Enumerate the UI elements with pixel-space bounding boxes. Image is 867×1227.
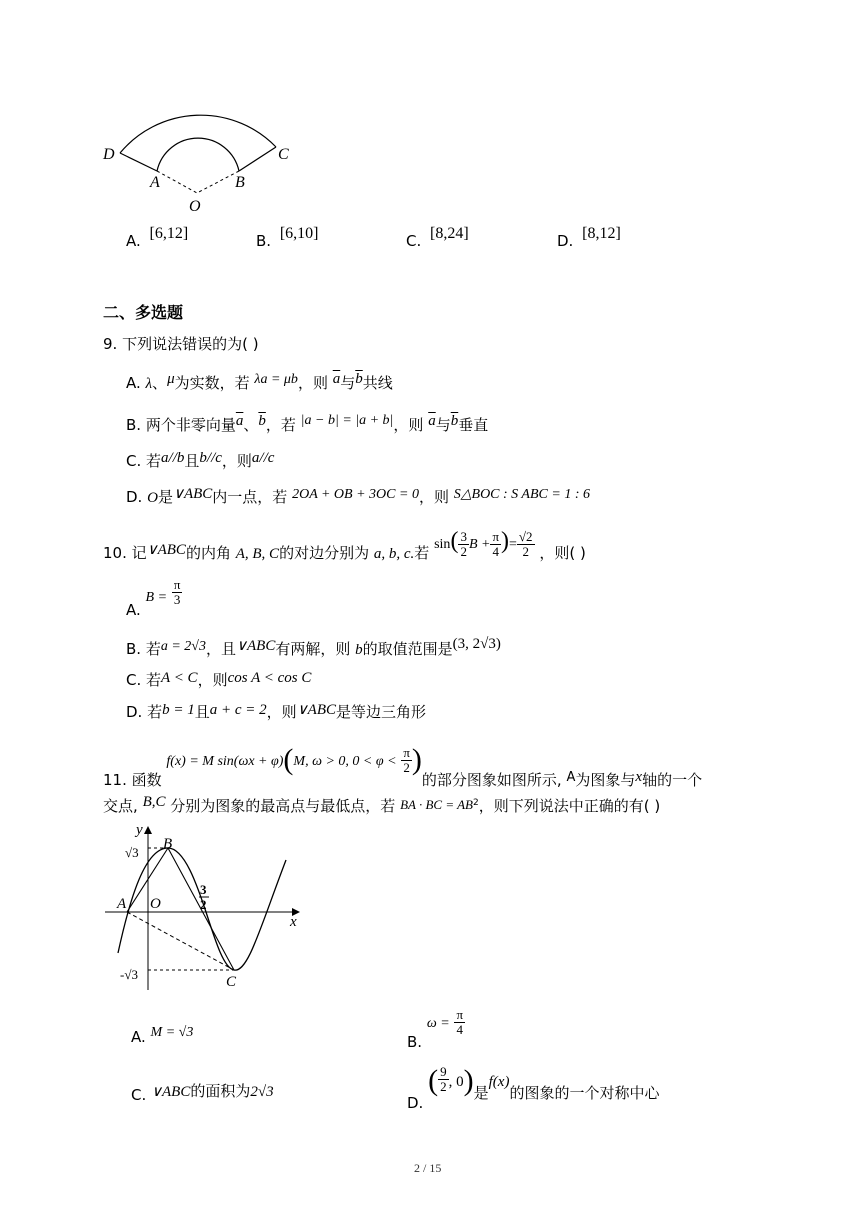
q10-option-c[interactable] <box>126 669 311 690</box>
omega-equals: ω = <box>426 1016 450 1031</box>
sin-condition: sin( $\frac{3}{2}$ B + $\frac{\pi}{4}$ )= $\frac{√2}{2}$ <box>434 528 533 560</box>
equation: |a − b| = |a + b| <box>300 413 394 428</box>
option-letter: D. <box>126 488 143 506</box>
point-o: O <box>147 490 158 506</box>
conditions: M, ω > 0, 0 < φ < <box>293 754 397 769</box>
option-letter: B. <box>126 416 142 434</box>
option-value: [6,12] <box>149 225 189 242</box>
option-letter: A. <box>126 374 141 392</box>
parallel-ab: a//b <box>161 450 185 466</box>
text: 两个非零向量 <box>145 416 236 434</box>
frac: $\frac{√2}{2}$ <box>518 529 533 560</box>
frac: $\frac{\pi}{4}$ <box>456 1007 464 1037</box>
frac: $\frac{\pi}{3}$ <box>173 577 181 607</box>
section-heading: 二、多选题 <box>103 303 184 322</box>
label-sqrt3: √3 <box>125 845 139 860</box>
text: 共线 <box>362 374 393 392</box>
option-letter: C. <box>406 232 422 250</box>
text: 且 <box>194 703 210 721</box>
triangle-abc: ∨ABC <box>172 486 213 502</box>
point-coord: , 0 <box>448 1074 464 1090</box>
option-letter: C. <box>126 452 142 470</box>
vector-b: $\overline{b}$ <box>450 413 459 429</box>
label-y: y <box>136 822 143 838</box>
label-b: B <box>163 836 173 852</box>
function-def: f(x) = M sin(ωx + φ) <box>166 754 284 769</box>
label-two: 2 <box>200 897 207 912</box>
label-O: O <box>189 198 201 215</box>
option-letter: B. <box>256 232 272 250</box>
text: 交点, <box>103 797 138 815</box>
text: 、 <box>243 416 259 434</box>
vector-a: $\overline{a}$ <box>235 413 244 429</box>
q11-option-c[interactable] <box>131 1080 274 1104</box>
vector-a: $\overline{a}$ <box>428 413 436 429</box>
text: 若 <box>414 544 430 562</box>
option-letter: D. <box>557 232 574 250</box>
text: ，则 <box>266 703 297 721</box>
b-equals-1: b = 1 <box>162 702 195 718</box>
mu: μ <box>167 371 175 387</box>
q11-option-d[interactable]: D. ( $\frac{9}{2}$ , 0)是f(x)的图象的一个对称中心 <box>407 1064 660 1112</box>
q8-option-a[interactable] <box>126 225 189 251</box>
sides: a, b, c. <box>373 546 415 562</box>
q11-option-a[interactable] <box>131 1022 194 1046</box>
text: 若 <box>146 671 162 689</box>
option-value: [8,24] <box>430 225 469 242</box>
a-less-c: A < C <box>161 670 198 686</box>
frac: $\frac{\pi}{2}$ <box>403 745 410 775</box>
label-C: C <box>278 146 289 163</box>
text: ，若 <box>265 416 296 434</box>
text: 有两解，则 <box>275 640 351 658</box>
option-value: [8,12] <box>582 225 621 242</box>
q9-option-c[interactable] <box>126 450 274 471</box>
text: 的部分图象如图所示, <box>421 771 562 789</box>
text: 的图象的一个对称中心 <box>509 1084 660 1102</box>
a-plus-c: a + c = 2 <box>209 702 267 718</box>
text: 10. 记 <box>103 544 147 562</box>
triangle-abc: ∨ABC <box>146 542 186 558</box>
angles: A, B, C <box>235 546 280 562</box>
vector-b: $\overline{b}$ <box>258 413 266 429</box>
q10-option-b[interactable] <box>126 638 501 659</box>
text: ，则 <box>393 416 424 434</box>
option-letter: C. <box>126 671 142 689</box>
range: (3, 2√3) <box>452 636 501 652</box>
parallel-bc: b//c <box>199 450 222 466</box>
text: 是等边三角形 <box>336 703 427 721</box>
function: f(x) <box>488 1074 510 1090</box>
text: ，则 <box>197 671 228 689</box>
a-equals: a = 2√3 <box>160 639 206 654</box>
side-b: b <box>355 642 363 658</box>
q10-option-d[interactable] <box>126 701 426 722</box>
text: 内一点，若 <box>212 488 288 506</box>
vector-equation: 2OA + OB + 3OC = 0 <box>292 487 419 502</box>
text: 且 <box>184 452 200 470</box>
q8-option-c[interactable] <box>406 225 469 251</box>
q8-option-b[interactable] <box>256 225 319 251</box>
triangle-abc: ∨ABC <box>296 702 336 718</box>
text: 11. 函数 <box>103 771 162 789</box>
text: 的对边分别为 <box>279 544 370 562</box>
text: ，则 <box>418 488 449 506</box>
option-letter: A. <box>126 601 141 619</box>
point-a: A <box>566 770 576 785</box>
text: 的内角 <box>185 544 231 562</box>
q9-option-a[interactable] <box>126 372 393 393</box>
sin: sin <box>434 537 451 552</box>
q9-option-d[interactable] <box>126 486 590 507</box>
frac: $\frac{3}{2}$ <box>460 529 467 560</box>
sector-figure <box>100 95 310 220</box>
equation: λa = μb <box>254 372 298 387</box>
q11-stem-line1: 11. 函数 f(x) = M sin(ωx + φ)(M, ω > 0, 0 < φ < $\frac{\pi}{2}$ )的部分图象如图所示, A为图象与x轴的一个 <box>103 743 703 789</box>
option-value: [6,10] <box>279 225 319 242</box>
points-bc: B,C <box>142 794 166 810</box>
option-letter: B. <box>126 640 142 658</box>
option-letter: A. <box>131 1028 146 1046</box>
text: 垂直 <box>458 416 489 434</box>
text: 分别为图象的最高点与最低点，若 <box>170 797 396 815</box>
text: ，则下列说法中正确的有( ) <box>478 797 661 815</box>
option-letter: B. <box>407 1033 423 1051</box>
q8-option-d[interactable] <box>557 225 621 251</box>
q10-option-a[interactable] <box>126 577 182 619</box>
option-letter: C. <box>131 1086 147 1104</box>
q11-graph <box>100 818 310 998</box>
triangle-abc: ∨ABC <box>236 638 276 654</box>
q11-stem-line2 <box>103 795 660 816</box>
text: 与 <box>340 374 356 392</box>
label-three: 3 <box>200 882 207 897</box>
b-plus: B + <box>468 537 491 552</box>
lambda: λ <box>145 376 153 392</box>
x-var: x <box>635 769 643 785</box>
label-B: B <box>235 174 245 191</box>
frac: $\frac{9}{2}$ <box>440 1064 447 1094</box>
q9-stem: 9. 下列说法错误的为( ) <box>103 335 259 353</box>
text: 若 <box>146 452 162 470</box>
q9-option-b[interactable] <box>126 414 488 435</box>
vector-a: $\overline{a}$ <box>332 371 341 387</box>
text: ，则 <box>221 452 252 470</box>
label-A: A <box>150 174 160 191</box>
parallel-ac: a//c <box>251 450 275 466</box>
label-a: A <box>117 896 127 912</box>
cos-inequality: cos A < cos C <box>227 670 312 686</box>
label-x: x <box>290 914 297 930</box>
vector-equation: BA · BC = AB <box>400 797 473 812</box>
option-letter: D. <box>126 703 143 721</box>
label-c: C <box>226 974 237 990</box>
area-value: 2√3 <box>250 1084 274 1100</box>
text: 为实数，若 <box>174 374 250 392</box>
q10-stem <box>103 528 586 562</box>
option-letter: A. <box>126 232 141 250</box>
text: 为图象与 <box>575 771 636 789</box>
text: 的面积为 <box>190 1082 251 1100</box>
text: 是 <box>157 488 173 506</box>
m-equals: M = √3 <box>150 1025 194 1040</box>
text: 与 <box>435 416 451 434</box>
equals: = <box>509 537 517 552</box>
q11-option-b[interactable] <box>407 1007 465 1051</box>
text: ，则 <box>297 374 328 392</box>
text: 若 <box>145 640 161 658</box>
label-o: O <box>150 896 161 912</box>
text: ，且 <box>206 640 237 658</box>
exponent: 2 <box>473 798 479 808</box>
y-axis-arrow <box>144 826 152 834</box>
option-letter: D. <box>407 1094 424 1112</box>
text: 、 <box>152 374 168 392</box>
text: ，则( ) <box>539 544 586 562</box>
area-ratio: S△BOC : S ABC = 1 : 6 <box>453 487 590 502</box>
text: 是 <box>473 1084 489 1102</box>
label-D: D <box>103 146 115 163</box>
b-equals: B = <box>145 590 168 605</box>
page-number: 2 / 15 <box>414 1161 442 1175</box>
label-neg-sqrt3: -√3 <box>120 967 138 982</box>
text: 若 <box>147 703 163 721</box>
triangle-abc: ∨ABC <box>151 1084 191 1100</box>
text: 轴的一个 <box>642 771 703 789</box>
frac: $\frac{\pi}{4}$ <box>492 529 500 560</box>
text: 的取值范围是 <box>362 640 453 658</box>
vector-b: $\overline{b}$ <box>355 371 363 387</box>
